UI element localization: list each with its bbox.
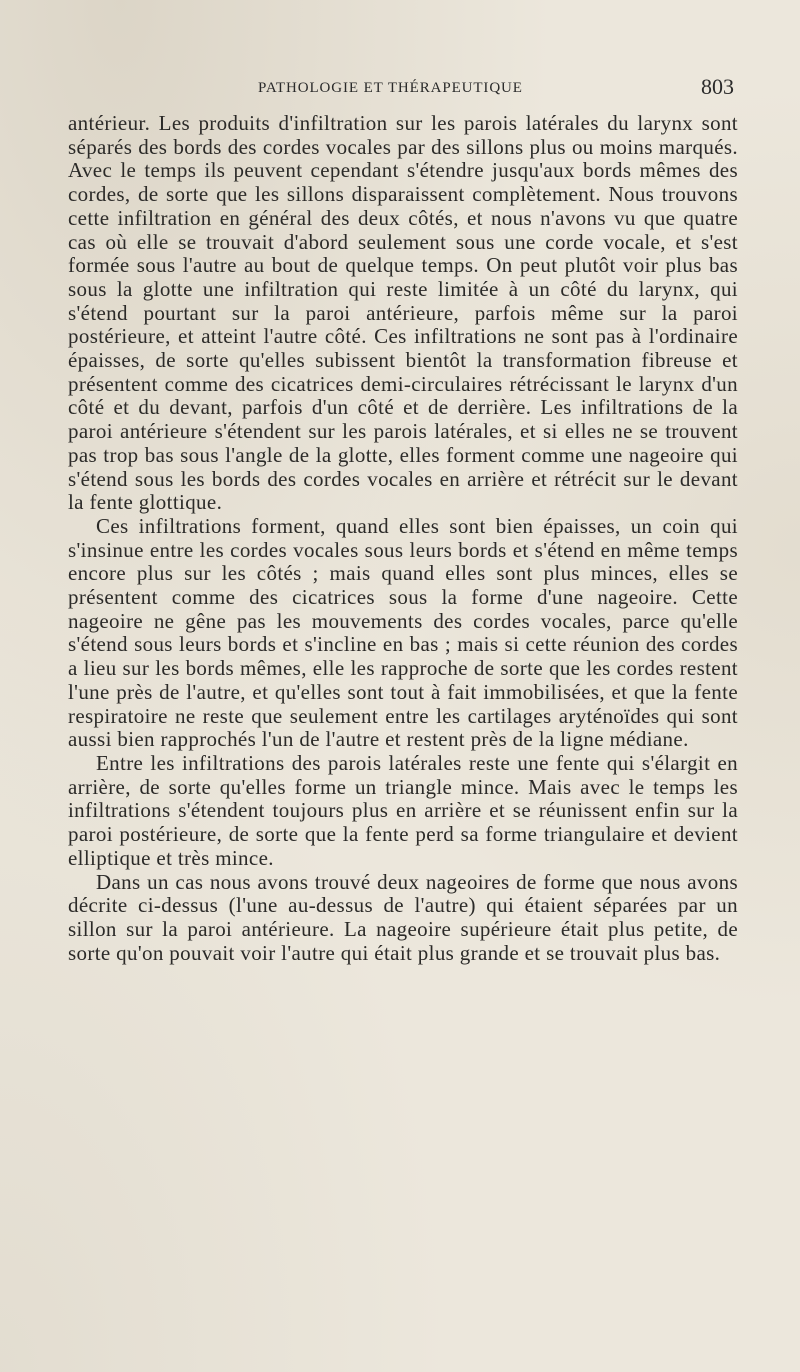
body-text [68, 112, 738, 965]
paragraph-1: antérieur. Les produits d'infiltration sur les parois latérales du larynx sont séparés des bords des cordes vocales par des sillons plus ou moins marqués. Avec le temps ils peuvent cependant s'étendre jusqu'aux bords mêmes des cordes, de sorte que les sillons disparaissent complètement. Nous trouvons cette infiltration en général des deux côtés, et nous n'avons vu que quatre cas où elle se trouvait d'abord seulement sous une corde vocale, et s'est formée sous l'autre au bout de quelque temps. On peut plutôt voir plus bas sous la glotte une infiltration qui reste limitée à un côté du larynx, qui s'étend pourtant sur la paroi antérieure, parfois même sur la paroi postérieure, et atteint l'autre côté. Ces infiltrations ne sont pas à l'ordinaire épaisses, de sorte qu'elles subissent bientôt la transformation fibreuse et présentent comme des cicatrices demi-circulaires rétrécissant le larynx d'un côté et du devant, parfois d'un côté et de derrière. Les infiltrations de la paroi antérieure s'étendent sur les parois latérales, et si elles ne se trouvent pas trop bas sous l'angle de la glotte, elles forment comme une nageoire qui s'étend sous les bords des cordes vocales en arrière et rétrécit sur le devant la fente glottique. [68, 111, 738, 515]
page-number: 803 [701, 74, 734, 99]
page-header [68, 74, 740, 104]
paragraph-4: Dans un cas nous avons trouvé deux nageoires de forme que nous avons décrite ci-dessus (l'une au-dessus de l'autre) qui étaient séparées par un sillon sur la paroi antérieure. La nageoire supérieure était plus petite, de sorte qu'on pouvait voir l'autre qui était plus grande et se trouvait plus bas. [68, 869, 738, 965]
running-title: PATHOLOGIE ET THÉRAPEUTIQUE [258, 80, 523, 96]
paragraph-3: Entre les infiltrations des parois latérales reste une fente qui s'élargit en arrière, de sorte qu'elles forme un triangle mince. Mais avec le temps les infiltrations s'étendent toujours plus en arrière et se réunissent enfin sur la paroi postérieure, de sorte que la fente perd sa forme triangulaire et devient elliptique et très mince. [68, 750, 738, 870]
paragraph-2: Ces infiltrations forment, quand elles sont bien épaisses, un coin qui s'insinue entre les cordes vocales sous leurs bords et s'étend en même temps encore plus sur les côtés ; mais quand elles sont plus minces, elles se présentent comme des cicatrices sous la forme d'une nageoire. Cette nageoire ne gêne pas les mouvements des cordes vocales, parce qu'elle s'étend sous leurs bords et s'incline en bas ; mais si cette réunion des cordes a lieu sur les bords mêmes, elle les rapproche de sorte que les cordes restent l'une près de l'autre, et qu'elles sont tout à fait immobilisées, et que la fente respiratoire ne reste que seulement entre les cartilages aryténoïdes qui sont aussi bien rapprochés l'un de l'autre et restent près de la ligne médiane. [68, 513, 738, 752]
